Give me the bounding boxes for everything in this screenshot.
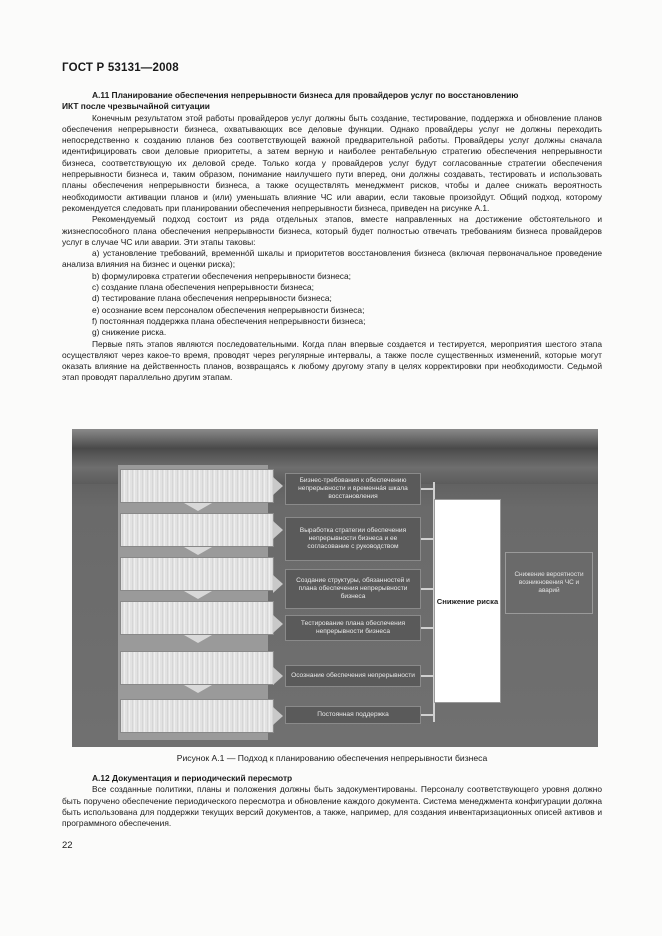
step-testing: Тестирование плана обеспечения непрерывности бизнеса	[285, 615, 421, 641]
connector-line	[421, 675, 433, 677]
section-a11-heading	[62, 90, 602, 101]
right-arrow-icon	[273, 477, 283, 495]
connector-line	[421, 538, 433, 540]
section-a12-heading: А.12 Документация и периодический пересмотр	[92, 773, 293, 783]
right-arrow-icon	[273, 575, 283, 593]
list-item: b) формулировка стратегии обеспечения непрерывности бизнеса;	[92, 270, 351, 281]
stage-box	[120, 469, 274, 503]
down-arrow-icon	[184, 635, 212, 643]
connector-line	[421, 714, 433, 716]
stage-box	[120, 557, 274, 591]
risk-reduction-box: Снижение риска	[434, 499, 501, 703]
right-arrow-icon	[273, 521, 283, 539]
down-arrow-icon	[184, 503, 212, 511]
step-requirements: Бизнес-требования к обеспечению непрерывности и временнáя шкала восстановления	[285, 473, 421, 505]
figure-caption: Рисунок А.1 — Подход к планированию обеспечения непрерывности бизнеса	[176, 753, 488, 763]
right-arrow-icon	[273, 667, 283, 685]
risk-outcome-box: Снижение вероятности возникновения ЧС и аварий	[505, 552, 593, 614]
stage-box	[120, 699, 274, 733]
list-item: d) тестирование плана обеспечения непрерывности бизнеса;	[92, 293, 332, 304]
paragraph-2: Рекомендуемый подход состоит из ряда отдельных этапов, вместе направленных на достижение обстоятельного и жизнеспособного плана обеспечения непрерывности бизнеса, который будет полностью отвечать требованиям бизнеса провайдеров услуг в случае ЧС или аварии. Эти этапы таковы:	[62, 214, 602, 247]
list-item: c) создание плана обеспечения непрерывности бизнеса;	[92, 282, 314, 293]
paragraph-3: Первые пять этапов являются последовательными. Когда план впервые создается и тестируется, мероприятия шестого этапа осуществляют через какое-то время, проводят через регулярные интервалы, а также после существенных изменений, которые могут оказать влияние на действенность планов, возвращаясь к любому другому этапу в целях корректировки при необходимости. Седьмой этап проводят параллельно другим этапам.	[62, 338, 602, 383]
step-strategy: Выработка стратегии обеспечения непрерывности бизнеса и ее согласование с руководством	[285, 517, 421, 561]
step-awareness: Осознание обеспечения непрерывности	[285, 665, 421, 687]
connector-line	[421, 588, 433, 590]
page-number: 22	[62, 840, 73, 851]
list-item: f) постоянная поддержка плана обеспечения непрерывности бизнеса;	[92, 315, 366, 326]
step-plan: Создание структуры, обязанностей и плана обеспечения непрерывности бизнеса	[285, 569, 421, 609]
stage-box	[120, 651, 274, 685]
section-a11-heading-line1: А.11 Планирование обеспечения непрерывности бизнеса для провайдеров услуг по восстановлению	[92, 90, 519, 100]
section-a12	[62, 773, 602, 829]
list-item: g) снижение риска.	[92, 327, 167, 338]
stage-box	[120, 513, 274, 547]
connector-line	[421, 627, 433, 629]
paragraph-a12: Все созданные политики, планы и положения должны быть задокументированы. Персоналу соответствующего уровня должно быть поручено обеспечение периодического пересмотра и обновление каждого документа. Система менеджмента конфигурации должна быть использована для поддержки текущих версий документов, а также, например, для создания инвентаризационных описей активов и программного обеспечения.	[62, 784, 602, 829]
list-item: а) установление требований, временнóй шкалы и приоритетов восстановления бизнеса (включая первоначальное проведение анализа влияния на бизнес и оценки риска);	[62, 248, 602, 270]
right-arrow-icon	[273, 707, 283, 725]
right-arrow-icon	[273, 615, 283, 633]
paragraph-1: Конечным результатом этой работы провайдеров услуг должны быть создание, тестирование, поддержка и обновление планов обеспечения непрерывности бизнеса, охватывающих все деловые функции. Однако провайдеры услуг не должны переходить непосредственно к созданию планов без соответствующей важной предварительной работы. Провайдеры услуг должны сначала идентифицировать свои деловые приоритеты, а затем верную и наиболее рентабельную стратегию обеспечения непрерывности бизнеса, соответствующую их деловой среде. Только когда у провайдеров услуг будут согласованные стратегии обеспечения непрерывности бизнеса и, таким образом, понимание наилучшего пути вперед, они должны создавать, тестировать и использовать планы обеспечения непрерывности бизнеса, а также осуществлять менеджмент рисков, чтобы и далее снижать вероятность необходимости активации планов и (или) уменьшать влияние ЧС или аварии, если таковые произойдут. Общий подход, которому рекомендуется следовать при планировании обеспечения непрерывности бизнеса, приведен на рисунке А.1.	[62, 112, 602, 213]
down-arrow-icon	[184, 547, 212, 555]
connector-line	[421, 488, 433, 490]
section-a11-heading-line2: ИКТ после чрезвычайной ситуации	[62, 101, 210, 112]
stage-box	[120, 601, 274, 635]
step-maintenance: Постоянная поддержка	[285, 706, 421, 724]
figure-a1	[72, 429, 598, 747]
section-a11	[62, 90, 602, 384]
list-item: e) осознание всем персоналом обеспечения непрерывности бизнеса;	[92, 304, 365, 315]
page-header: ГОСТ Р 53131—2008	[62, 62, 179, 74]
down-arrow-icon	[184, 591, 212, 599]
down-arrow-icon	[184, 685, 212, 693]
